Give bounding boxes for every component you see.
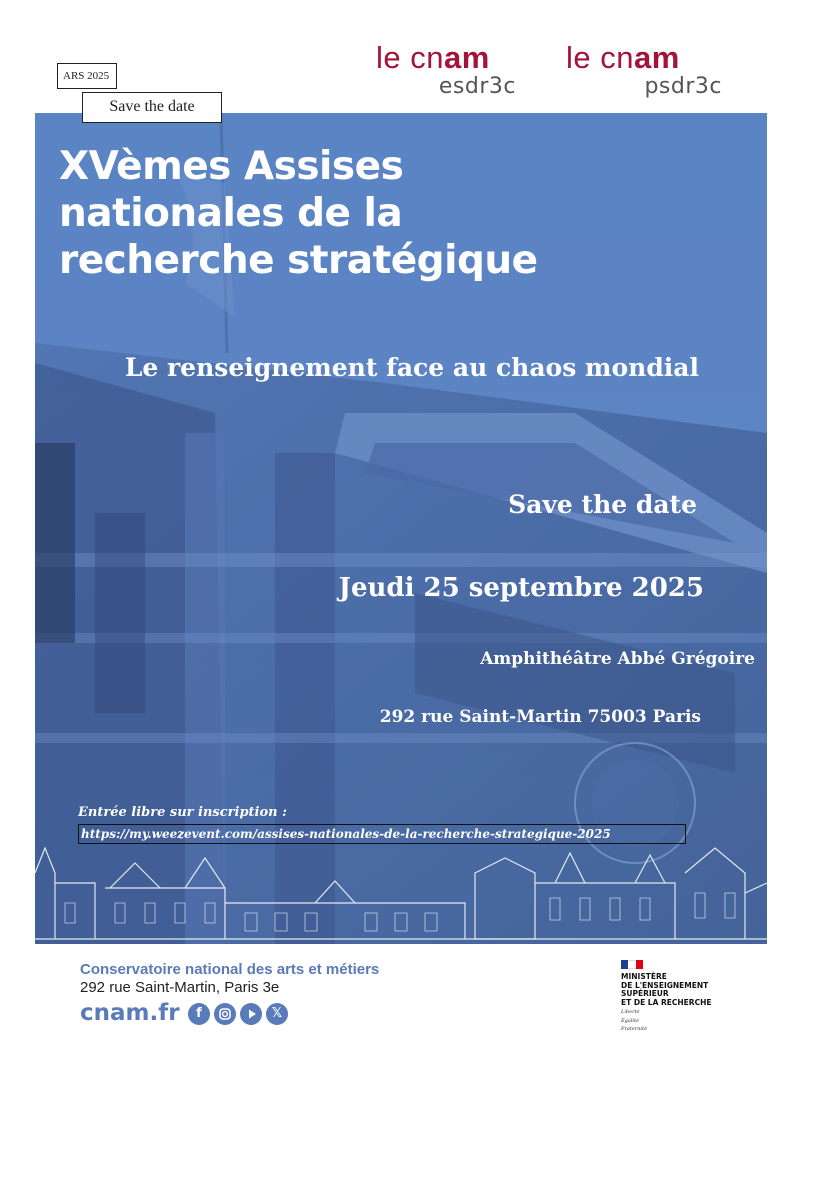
- event-subtitle: Le renseignement face au chaos mondial: [124, 353, 699, 382]
- event-address: 292 rue Saint-Martin 75003 Paris: [379, 707, 701, 727]
- devise-line: Liberté: [621, 1009, 640, 1015]
- ministry-logo: [621, 960, 741, 1033]
- ministry-line: MINISTÈRE: [621, 972, 667, 981]
- poster-panel: [35, 113, 767, 944]
- devise-line: Fraternité: [621, 1026, 647, 1032]
- cnam-psdr3c-logo: [566, 42, 722, 100]
- title-line: recherche stratégique: [59, 238, 538, 283]
- event-date: Jeudi 25 septembre 2025: [338, 573, 704, 603]
- logo-brand: le cnam: [566, 40, 680, 75]
- title-line: XVèmes Assises: [59, 144, 404, 189]
- logo-sub: esdr3c: [438, 74, 516, 99]
- facebook-icon[interactable]: f: [188, 1003, 210, 1025]
- social-links: [188, 1003, 288, 1025]
- instagram-icon[interactable]: [214, 1003, 236, 1025]
- cnam-esdr3c-logo: [376, 42, 516, 100]
- registration-link[interactable]: https://my.weezevent.com/assises-nationales-de-la-recherche-strategique-2025: [78, 824, 686, 844]
- youtube-icon[interactable]: [240, 1003, 262, 1025]
- devise-line: Égalité: [621, 1017, 639, 1024]
- logo-brand: le cnam: [376, 40, 490, 75]
- institution-address: 292 rue Saint-Martin, Paris 3e: [80, 979, 280, 996]
- save-the-date-tag: Save the date: [82, 92, 222, 123]
- ministry-line: DE L'ENSEIGNEMENT: [621, 980, 709, 990]
- x-icon[interactable]: 𝕏: [266, 1003, 288, 1025]
- logo-sub: psdr3c: [644, 74, 722, 99]
- title-line: nationales de la: [59, 191, 403, 236]
- save-the-date-heading: Save the date: [508, 490, 697, 519]
- entry-note: Entrée libre sur inscription :: [78, 805, 287, 820]
- ministry-line: SUPÉRIEUR: [621, 989, 669, 998]
- ministry-line: ET DE LA RECHERCHE: [621, 997, 712, 1007]
- event-title: [59, 143, 659, 284]
- french-flag-icon: [621, 960, 643, 969]
- site-link[interactable]: cnam.fr: [80, 1000, 180, 1026]
- institution-name: Conservatoire national des arts et métiers: [80, 961, 380, 978]
- event-venue: Amphithéâtre Abbé Grégoire: [480, 649, 755, 669]
- ars-tag: ARS 2025: [57, 63, 117, 89]
